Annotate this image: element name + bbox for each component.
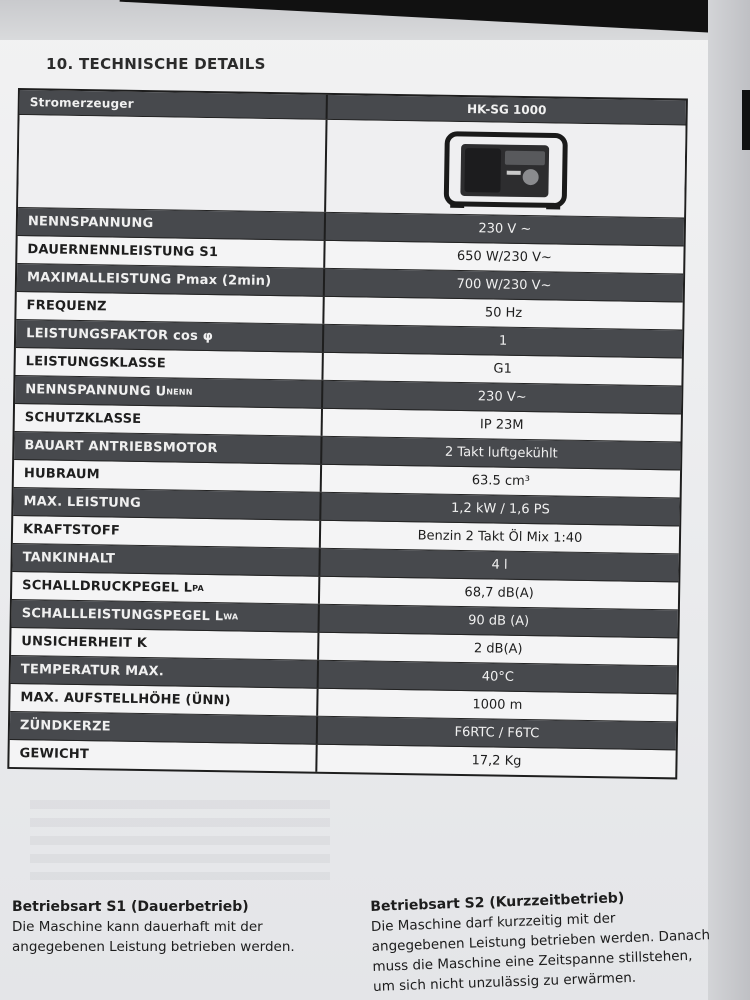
spec-label [12,600,320,632]
spec-label-text: LEISTUNGSFAKTOR cos φ [26,326,214,345]
product-image-row [18,115,685,218]
spec-label [17,264,325,296]
header-label: Stromerzeuger [20,90,328,119]
spec-label [9,740,317,772]
spec-value: 40°C [481,669,514,685]
spec-label-text: HUBRAUM [23,466,100,483]
image-row-blank [18,115,327,212]
spec-label-text: KRAFTSTOFF [22,522,121,539]
spec-value: 2 dB(A) [473,641,523,657]
spec-label [16,292,324,324]
header-model: HK-SG 1000 [466,102,547,118]
spec-label [12,544,320,576]
spec-label-text: BAUART ANTRIEBSMOTOR [24,438,218,457]
spec-value: 650 W/230 V~ [456,248,552,266]
spec-label-text: SCHALLLEISTUNGSPEGEL L [21,606,224,625]
spec-label-text: TEMPERATUR MAX. [20,662,165,680]
spec-value: Benzin 2 Takt Öl Mix 1:40 [417,528,583,546]
s2-title: Betriebsart S2 (Kurzzeitbetrieb) [370,890,625,915]
spec-value: 2 Takt luftgekühlt [444,444,558,462]
spec-label-text: TANKINHALT [22,550,116,567]
spec-label-text: FREQUENZ [26,298,107,315]
spec-label-text: LEISTUNGSKLASSE [25,354,166,372]
spec-label-text: SCHALLDRUCKPEGEL L [22,578,193,596]
spec-label [16,320,324,352]
spec-table [7,88,688,779]
generator-icon [440,126,571,212]
spec-label [11,628,319,660]
spec-value: 63.5 cm³ [471,473,531,490]
spec-label [13,516,321,548]
spec-label-subscript: NENN [166,387,193,397]
spec-label [10,684,318,716]
spec-label-text: DAUERNENNLEISTUNG S1 [27,242,219,261]
product-image-cell [326,120,685,218]
section-title: 10. TECHNISCHE DETAILS [46,55,266,73]
spec-label [15,376,323,408]
page-right-edge [708,0,750,1000]
spec-value: 230 V~ [477,389,527,406]
spec-label-subscript: PA [192,583,205,593]
spec-label-text: ZÜNDKERZE [19,718,111,735]
spec-value: F6RTC / F6TC [454,724,540,742]
spec-label-text: MAXIMALLEISTUNG Pmax (2min) [26,270,272,290]
spec-label-text: MAX. LEISTUNG [23,494,142,511]
spec-value: 1 [498,333,508,349]
spec-label-subscript: WA [223,612,239,622]
spec-label [12,572,320,604]
spec-value: 1,2 kW / 1,6 PS [450,500,550,518]
spec-value: 700 W/230 V~ [456,276,552,294]
spec-value: 17,2 Kg [471,753,522,769]
spec-label [18,208,326,240]
s1-title: Betriebsart S1 (Dauerbetrieb) [12,899,249,915]
spec-value: 68,7 dB(A) [464,585,534,602]
spec-label-text: UNSICHERHEIT K [21,634,148,652]
page-right-shadow [742,90,750,150]
spec-label [15,348,323,380]
s2-text: Die Maschine darf kurzzeitig mit der angegebenen Leistung betrieben werden. Danach muss die Maschine eine Zeitspanne stillstehen, um sich nicht unzulässig zu erwärmen. [370,910,711,995]
spec-label-text: NENNSPANNUNG U [25,382,167,400]
spec-label [11,656,319,688]
spec-label [14,460,322,492]
operating-mode-s2 [370,885,713,997]
spec-label [15,404,323,436]
spec-value: G1 [493,361,512,377]
spec-value: 4 l [491,557,508,573]
spec-value: 50 Hz [484,305,523,321]
spec-label [14,432,322,464]
spec-rows [9,208,684,777]
spec-value: IP 23M [479,417,524,433]
s1-text: Die Maschine kann dauerhaft mit der angegebenen Leistung betrieben werden. [12,919,295,955]
spec-label [17,236,325,268]
spec-value: 90 dB (A) [468,613,530,630]
spec-label-text: NENNSPANNUNG [27,214,154,232]
spec-label [13,488,321,520]
operating-mode-s1 [12,897,342,957]
spec-label-text: GEWICHT [19,746,90,763]
spec-label-text: SCHUTZKLASSE [24,410,142,427]
spec-value: 1000 m [472,697,523,713]
spec-value: 230 V ~ [478,221,532,238]
spec-label [10,712,318,744]
show-through-block [30,800,330,880]
spec-label-text: MAX. AUFSTELLHÖHE (ÜNN) [20,690,231,709]
